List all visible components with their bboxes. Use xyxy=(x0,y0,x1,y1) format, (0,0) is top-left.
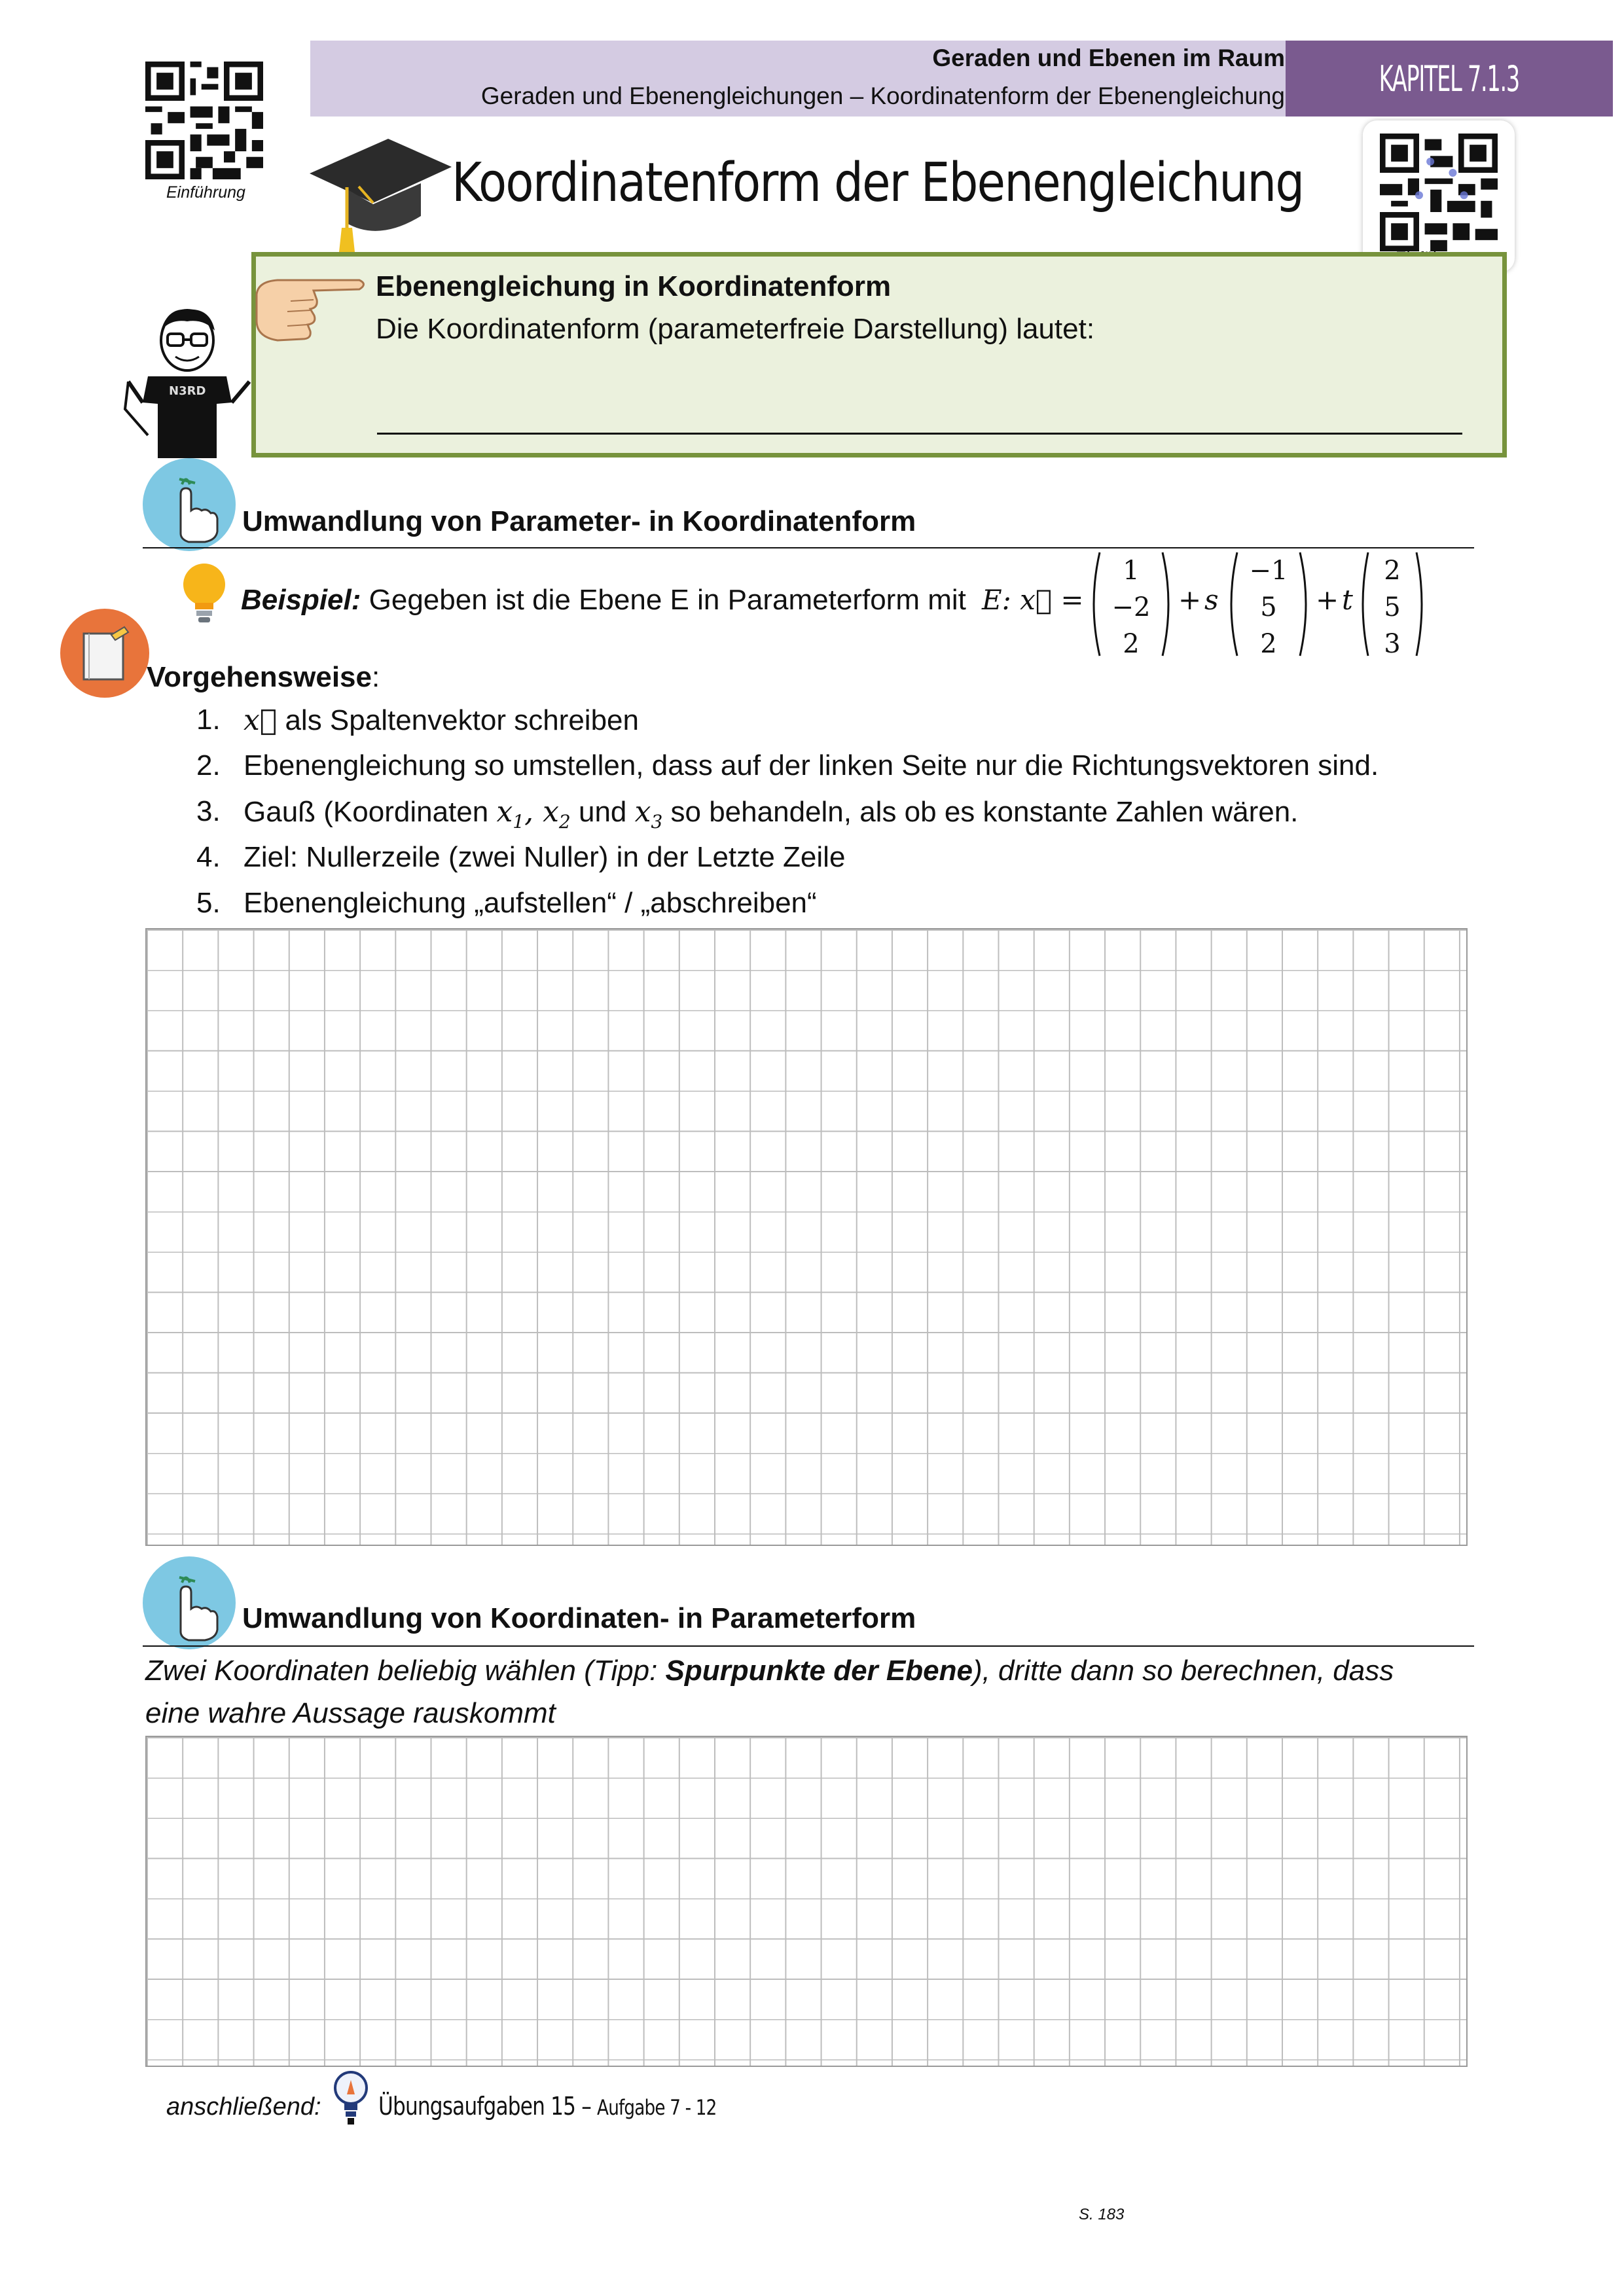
dir2-x3: 3 xyxy=(1384,629,1401,659)
example-label: Beispiel: xyxy=(241,584,361,616)
section1-heading: Umwandlung von Parameter- in Koordinatenform xyxy=(242,505,916,537)
section2-text-b: ), dritte dann so berechnen, dass xyxy=(972,1655,1394,1687)
section2-text-line2: eine wahre Aussage rauskommt xyxy=(145,1697,556,1729)
pen-lightbulb-icon xyxy=(331,2068,370,2137)
support-x2: −2 xyxy=(1111,592,1151,622)
plus-sign: + xyxy=(1178,584,1202,616)
qr-icon xyxy=(145,62,263,179)
support-vector xyxy=(1092,552,1170,662)
dir2-x2: 5 xyxy=(1384,592,1401,622)
step-number: 3. xyxy=(196,795,221,827)
direction-vector-2 xyxy=(1363,552,1422,662)
direction-vector-1 xyxy=(1229,552,1308,662)
footer-label: anschließend: xyxy=(166,2093,321,2121)
support-x3: 2 xyxy=(1123,629,1140,659)
plane-equation xyxy=(982,543,1434,661)
support-x1: 1 xyxy=(1123,556,1140,586)
qr-code-right[interactable] xyxy=(1363,120,1515,272)
section2-text-a: Zwei Koordinaten beliebig wählen (Tipp: xyxy=(145,1655,666,1687)
equation-lhs: E: x⃗ = xyxy=(982,584,1084,616)
qr-code-left[interactable] xyxy=(145,62,263,179)
section2-heading: Umwandlung von Koordinaten- in Parameterform xyxy=(242,1602,916,1634)
step-3-text-a: Gauß (Koordinaten xyxy=(244,796,489,828)
definition-text: Die Koordinatenform (parameterfreie Darstellung) lautet: xyxy=(376,313,1095,345)
qr-caption-left: Einführung xyxy=(166,183,245,202)
step-4-text: Ziel: Nullerzeile (zwei Nuller) in der Letzte Zeile xyxy=(244,841,846,873)
qr-icon xyxy=(1380,134,1498,251)
header-title: Geraden und Ebenen im Raum xyxy=(932,45,1285,71)
step-3: Gauß (Koordinaten $x_1$, $x_2$ und $x_3$ so behandeln, als ob es konstante Zahlen wären. xyxy=(244,795,1299,833)
plus-sign: + xyxy=(1316,584,1339,616)
pointing-hand-icon xyxy=(251,268,369,350)
finger-ribbon-icon xyxy=(143,458,236,551)
step-3-text-b: und xyxy=(578,796,627,828)
notebook-icon xyxy=(60,609,149,698)
example-line xyxy=(241,584,966,617)
dir2-x1: 2 xyxy=(1384,556,1401,586)
page-title-text: Koordinatenform der Ebenengleichung xyxy=(452,152,1304,214)
definition-heading: Ebenengleichung in Koordinatenform xyxy=(376,270,892,302)
chapter-label: KAPITEL 7.1.3 xyxy=(1379,58,1520,99)
step-number: 5. xyxy=(196,887,221,919)
step-3-text-c: so behandeln, als ob es konstante Zahlen wären. xyxy=(670,796,1299,828)
page-title xyxy=(452,152,1442,214)
grid-workspace-2[interactable] xyxy=(145,1736,1468,2067)
header-subtitle: Geraden und Ebenengleichungen – Koordinatenform der Ebenengleichung xyxy=(480,82,1285,109)
chapter-badge xyxy=(1286,41,1613,117)
param-s: s xyxy=(1204,584,1219,616)
step-5-text: Ebenengleichung „aufstellen“ / „abschreiben“ xyxy=(244,887,817,919)
step-1: x⃗ als Spaltenvektor schreiben xyxy=(244,704,639,737)
procedure-label-line: Vorgehensweise: xyxy=(147,661,380,693)
procedure-label: Vorgehensweise xyxy=(147,661,372,693)
footer-dash: – xyxy=(581,2092,591,2121)
dir1-x3: 2 xyxy=(1260,629,1277,659)
step-number: 1. xyxy=(196,704,221,736)
step-2-text: Ebenengleichung so umstellen, dass auf der linken Seite nur die Richtungsvektoren sind. xyxy=(244,749,1379,781)
grid-workspace-1[interactable] xyxy=(145,928,1468,1546)
exercise-label: Übungsaufgaben 15 xyxy=(378,2092,576,2121)
graduation-cap-icon xyxy=(300,131,457,259)
section2-text-line1 xyxy=(145,1655,1394,1687)
param-t: t xyxy=(1342,584,1353,616)
answer-line[interactable] xyxy=(377,433,1462,435)
footer-reference[interactable] xyxy=(378,2092,791,2121)
section2-text-bold: Spurpunkte der Ebene xyxy=(665,1655,973,1687)
step-number: 2. xyxy=(196,749,221,781)
dir1-x2: 5 xyxy=(1260,592,1277,622)
dir1-x1: −1 xyxy=(1249,556,1288,586)
step-number: 4. xyxy=(196,841,221,873)
nerd-character-icon xyxy=(122,304,253,465)
page-number: S. 183 xyxy=(1079,2206,1125,2223)
shirt-text: N3RD xyxy=(169,384,206,398)
finger-ribbon-icon xyxy=(143,1556,236,1649)
lightbulb-icon xyxy=(177,560,232,628)
example-text: Gegeben ist die Ebene E in Parameterform mit xyxy=(369,584,966,616)
task-label: Aufgabe 7 - 12 xyxy=(597,2095,717,2120)
step-1-text: als Spaltenvektor schreiben xyxy=(285,704,639,736)
section2-rule xyxy=(143,1645,1474,1647)
